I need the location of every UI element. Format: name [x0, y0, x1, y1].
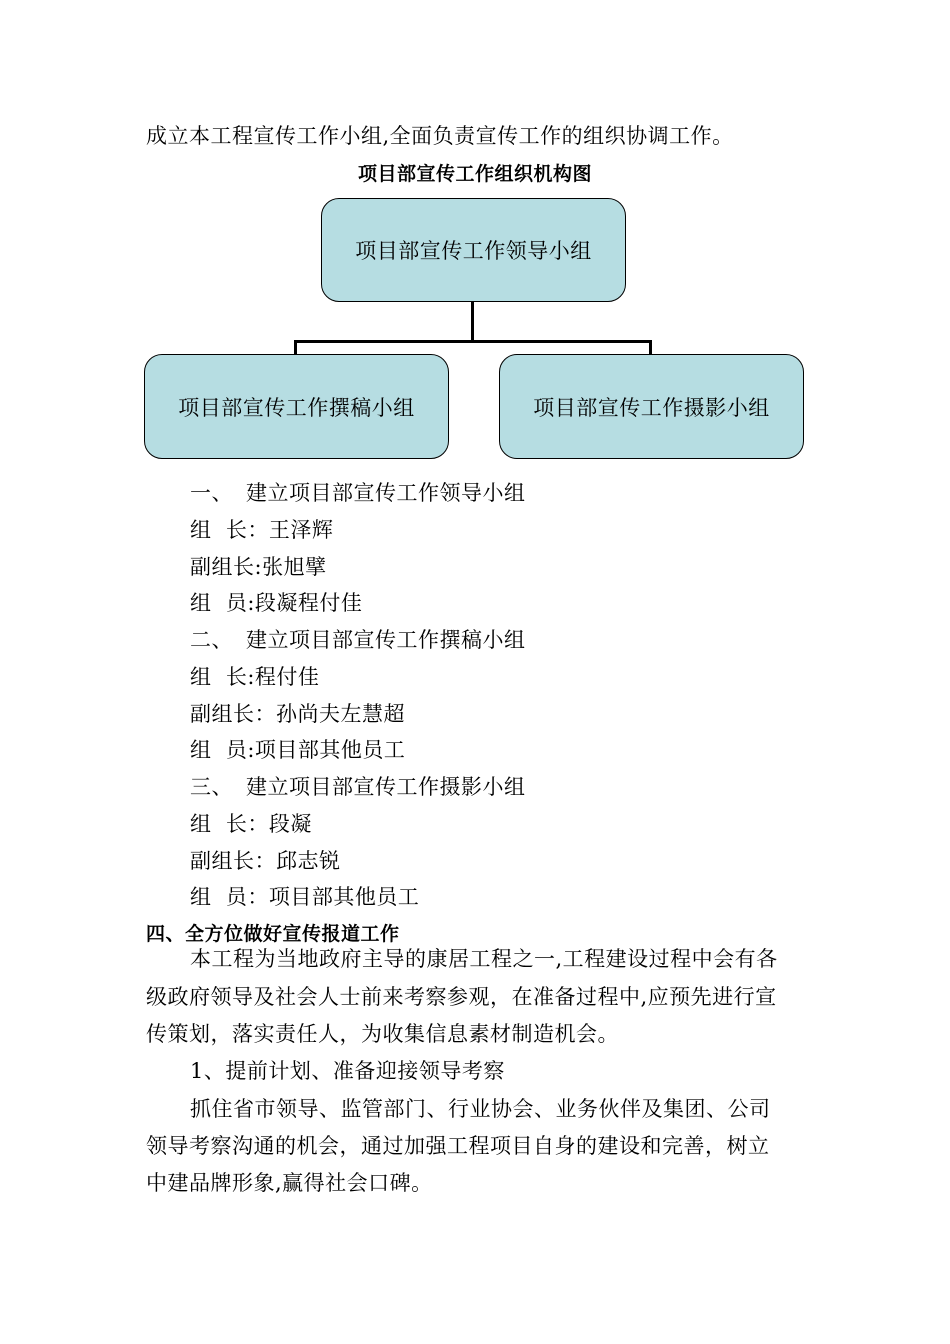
org-node-writing-label: 项目部宣传工作撰稿小组: [178, 395, 415, 420]
group-members: 组 员:项目部其他员工: [190, 738, 406, 762]
group-leader: 组 长：段凝: [190, 812, 312, 836]
org-node-photography: [499, 354, 804, 459]
group-deputy: 副组长：邱志锐: [190, 849, 341, 873]
section-heading: 四、全方位做好宣传报道工作: [146, 923, 400, 945]
org-node-leadership-label: 项目部宣传工作领导小组: [355, 239, 592, 263]
org-chart-title: 项目部宣传工作组织机构图: [357, 163, 592, 185]
group-heading: [190, 773, 526, 801]
group-heading: [190, 479, 526, 507]
org-node-leadership: [321, 198, 626, 302]
paragraph-line: 本工程为当地政府主导的康居工程之一,工程建设过程中会有各: [190, 947, 778, 971]
group-index: 三、: [190, 775, 233, 799]
group-leader: 组 长:程付佳: [190, 665, 320, 689]
paragraph-line: 领导考察沟通的机会，通过加强工程项目自身的建设和完善，树立: [146, 1134, 770, 1158]
org-node-photography-label: 项目部宣传工作摄影小组: [533, 395, 770, 420]
group-title: 建立项目部宣传工作摄影小组: [246, 775, 526, 799]
org-connector-vertical: [471, 302, 474, 342]
group-members: 组 员:段凝程付佳: [190, 591, 363, 615]
intro-text: 成立本工程宣传工作小组,全面负责宣传工作的组织协调工作。: [146, 124, 734, 148]
group-index: 二、: [190, 628, 233, 652]
group-members: 组 员：项目部其他员工: [190, 885, 420, 909]
list-item: 1、提前计划、准备迎接领导考察: [190, 1059, 505, 1083]
paragraph-line: 级政府领导及社会人士前来考察参观，在准备过程中,应预先进行宣: [146, 985, 777, 1009]
paragraph-line: 传策划，落实责任人，为收集信息素材制造机会。: [146, 1022, 619, 1046]
group-deputy: 副组长：孙尚夫左慧超: [190, 702, 405, 726]
org-connector-left: [294, 340, 297, 354]
group-index: 一、: [190, 481, 233, 505]
org-connector-right: [649, 340, 652, 354]
paragraph-line: 抓住省市领导、监管部门、行业协会、业务伙伴及集团、公司: [190, 1097, 771, 1121]
org-connector-horizontal: [294, 340, 652, 343]
paragraph-line: 中建品牌形象,赢得社会口碑。: [146, 1171, 433, 1195]
group-title: 建立项目部宣传工作领导小组: [246, 481, 526, 505]
group-deputy: 副组长:张旭擘: [190, 555, 327, 579]
group-leader: 组 长：王泽辉: [190, 518, 334, 542]
group-heading: [190, 626, 526, 654]
group-title: 建立项目部宣传工作撰稿小组: [246, 628, 526, 652]
org-node-writing: [144, 354, 449, 459]
